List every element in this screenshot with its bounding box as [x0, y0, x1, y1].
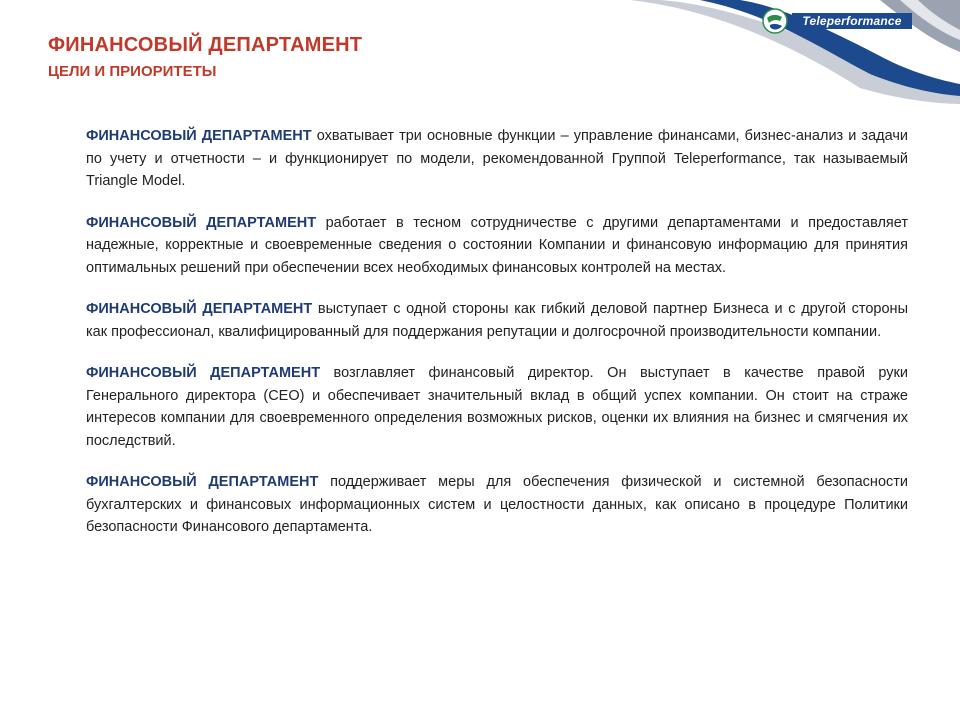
paragraph-text: возглавляет финансовый директор. Он выступает в качестве правой руки Генерального директора (CEO) и обеспечивает значительный вклад в общий успех компании. Он стоит на страже интересов компании для своевременного определения возможных рисков, оценки их влияния на бизнес и смягчения их последствий.	[86, 365, 909, 449]
paragraph-lead: ФИНАНСОВЫЙ ДЕПАРТАМЕНТ	[86, 214, 317, 231]
paragraph-text: охватывает три основные функции – управление финансами, бизнес-анализ и задачи по учету и отчетности – и функционирует по модели, рекомендованной Группой Teleperformance, так называемый Triangle Model.	[86, 128, 908, 189]
paragraph-lead: ФИНАНСОВЫЙ ДЕПАРТАМЕНТ	[86, 474, 319, 490]
page-title: ФИНАНСОВЫЙ ДЕПАРТАМЕНТ	[48, 34, 363, 56]
globe-icon	[762, 8, 788, 34]
paragraph-2	[86, 212, 908, 280]
paragraph-3	[86, 298, 908, 343]
paragraph-text: поддерживает меры для обеспечения физической и системной безопасности бухгалтерских и финансовых информационных систем и целостности данных, как описано в процедуре Политики безопасности Финансового департамента.	[86, 474, 908, 535]
body-text	[86, 125, 908, 558]
paragraph-text: работает в тесном сотрудничестве с другими департаментами и предоставляет надежные, корректные и своевременные сведения о состоянии Компании и финансовую информацию для принятия оптимальных решений при обеспечении всех необходимых финансовых контролей на местах.	[86, 214, 908, 276]
paragraph-text: выступает с одной стороны как гибкий деловой партнер Бизнеса и с другой стороны как профессионал, квалифицированный для поддержания репутации и долгосрочной производительности компании.	[86, 301, 908, 340]
teleperformance-logo	[762, 8, 914, 34]
logo-wordmark: Teleperformance	[792, 13, 912, 29]
paragraph-5	[86, 471, 908, 539]
paragraph-4	[86, 362, 908, 452]
paragraph-1	[86, 125, 908, 193]
paragraph-lead: ФИНАНСОВЫЙ ДЕПАРТАМЕНТ	[86, 128, 312, 144]
page-subtitle: ЦЕЛИ И ПРИОРИТЕТЫ	[48, 63, 217, 80]
paragraph-lead: ФИНАНСОВЫЙ ДЕПАРТАМЕНТ	[86, 301, 313, 317]
paragraph-lead: ФИНАНСОВЫЙ ДЕПАРТАМЕНТ	[86, 365, 321, 381]
